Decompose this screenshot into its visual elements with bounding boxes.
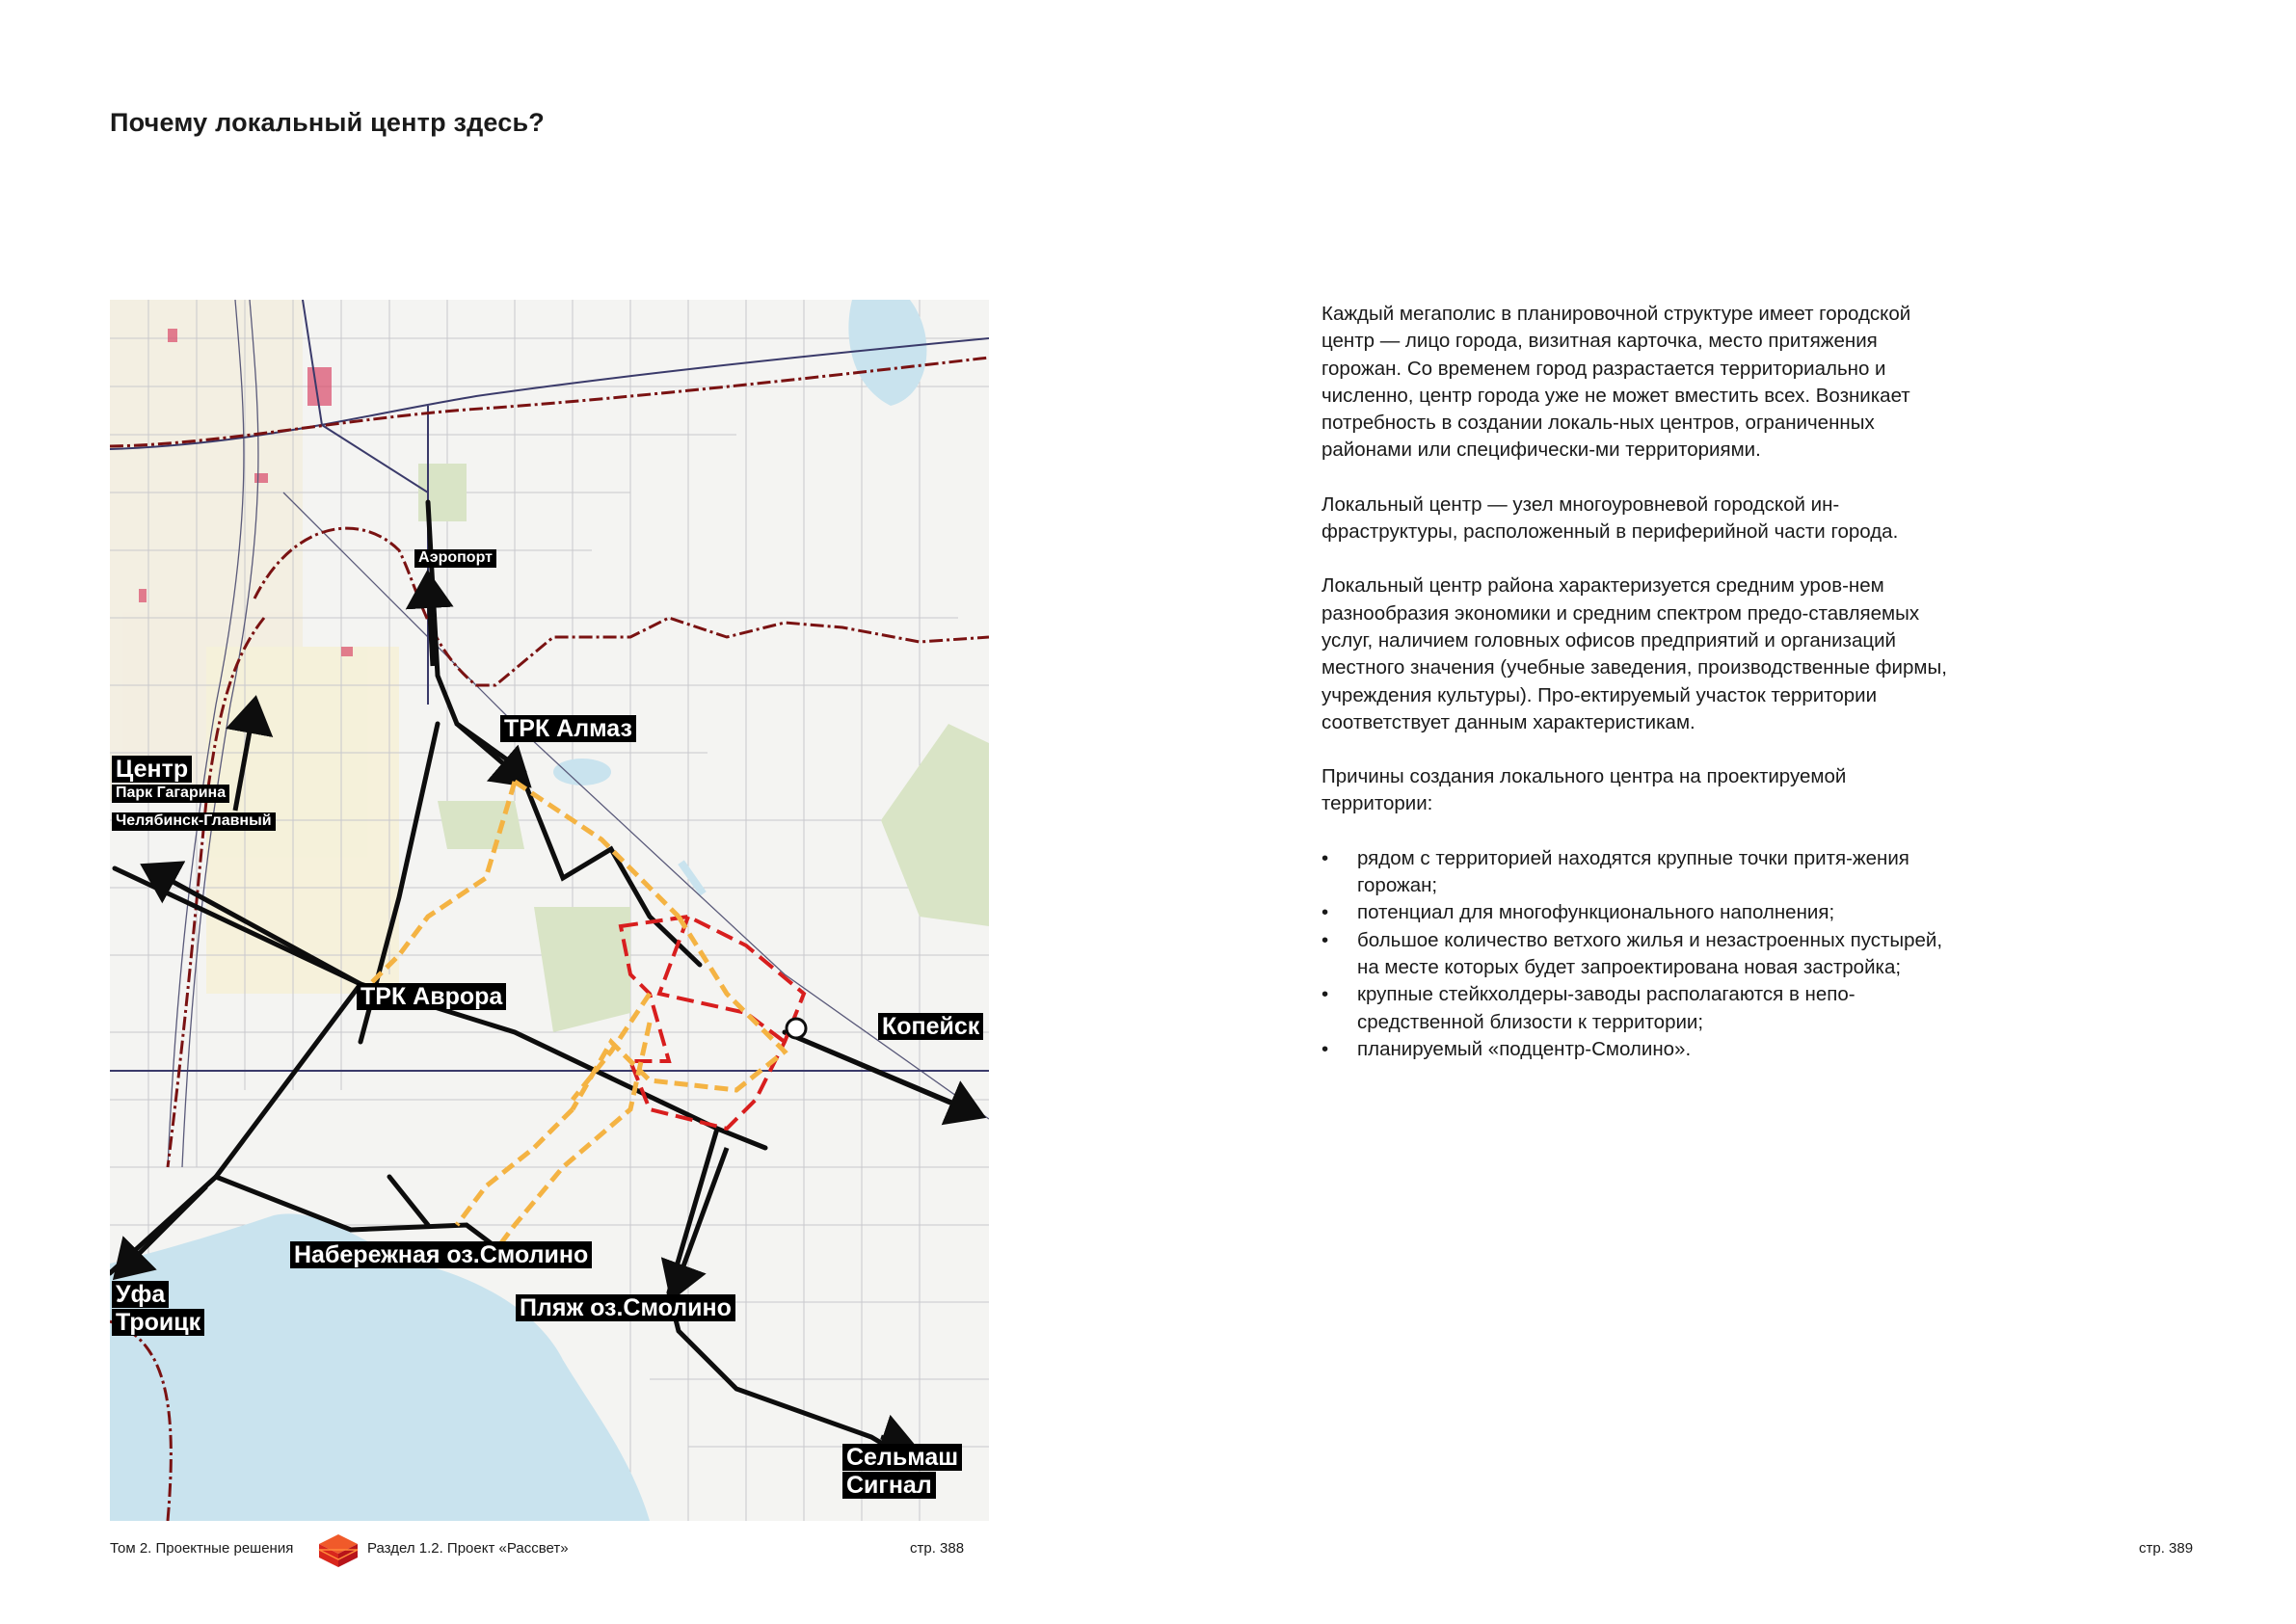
reasons-list: [1322, 845, 1948, 1063]
project-logo-icon: [317, 1532, 360, 1569]
label-selmash: Сельмаш: [842, 1444, 962, 1471]
page-title: Почему локальный центр здесь?: [110, 108, 545, 137]
label-center: Центр: [112, 756, 192, 783]
label-park: Парк Гагарина: [112, 785, 229, 803]
list-item: • большое количество ветхого жилья и незастроенных пустырей, на месте которых будет запроектирована новая застройка;: [1322, 928, 1943, 978]
footer-page-right: стр. 389: [2139, 1540, 2194, 1557]
map-graphic: [110, 300, 989, 1521]
roundabout: [787, 1019, 806, 1038]
bullet-icon: •: [1322, 1037, 1329, 1060]
site-context-map: [110, 300, 989, 1521]
label-trk-avrora: ТРК Аврора: [357, 983, 506, 1010]
footer-section: Раздел 1.2. Проект «Рассвет»: [367, 1540, 569, 1557]
list-item: • рядом с территорией находятся крупные точки притя-жения горожан;: [1322, 846, 1909, 897]
footer-volume: Том 2. Проектные решения: [110, 1540, 294, 1557]
list-item: • крупные стейкхолдеры-заводы располагаются в непо-средственной близости к территории;: [1322, 983, 1855, 1033]
label-troitsk: Троицк: [112, 1309, 204, 1336]
paragraph-2: Локальный центр — узел многоуровневой городской ин-фраструктуры, расположенный в периферийной части города.: [1322, 493, 1899, 544]
bullet-icon: •: [1322, 983, 1329, 1006]
list-item: • потенциал для многофункционального наполнения;: [1322, 899, 1948, 926]
label-trk-almaz: ТРК Алмаз: [500, 715, 636, 742]
paragraph-3: Локальный центр района характеризуется средним уров-нем разнообразия экономики и средним спектром предо-ставляемых услуг, наличием головных офисов предприятий и организаций местного значения (учебные заведения, производственные фирмы, учреждения культуры). Про-ектируемый участок территории соответствует данным характеристикам.: [1322, 574, 1947, 733]
bullet-icon: •: [1322, 846, 1329, 869]
label-signal: Сигнал: [842, 1472, 936, 1499]
body-text: [1322, 301, 1948, 1063]
bullet-icon: •: [1322, 901, 1329, 924]
label-embankment: Набережная оз.Смолино: [290, 1241, 592, 1268]
paragraph-1: Каждый мегаполис в планировочной структуре имеет городской центр — лицо города, визитная карточка, место притяжения горожан. Со временем город разрастается территориально и численно, центр города уже не может вместить всех. Возникает потребность в создании локаль-ных центров, ограниченных районами или специфически-ми территориями.: [1322, 303, 1911, 462]
footer-page-left: стр. 388: [910, 1540, 965, 1557]
bullet-icon: •: [1322, 928, 1329, 951]
list-item: • планируемый «подцентр-Смолино».: [1322, 1036, 1948, 1063]
label-beach: Пляж оз.Смолино: [516, 1294, 735, 1321]
label-ufa: Уфа: [112, 1281, 169, 1308]
label-airport: Аэропорт: [414, 549, 496, 568]
label-kopeisk: Копейск: [878, 1013, 983, 1040]
label-station: Челябинск-Главный: [112, 812, 276, 831]
paragraph-4: Причины создания локального центра на проектируемой территории:: [1322, 765, 1847, 815]
